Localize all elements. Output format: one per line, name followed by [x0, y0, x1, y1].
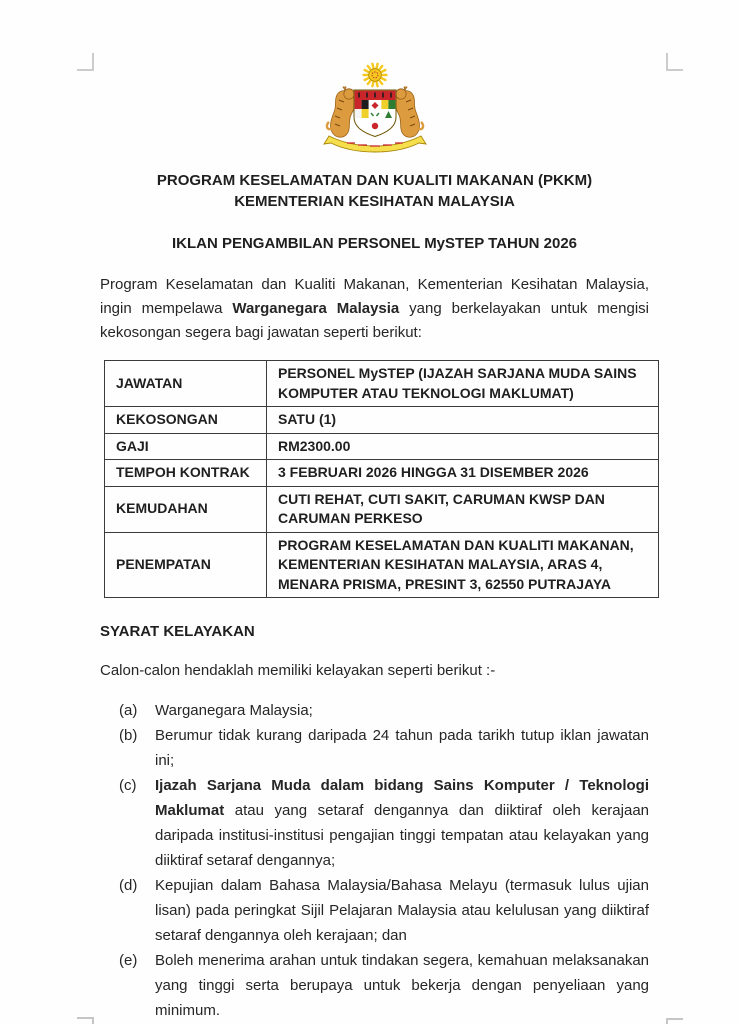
table-value: RM2300.00 — [267, 433, 659, 460]
list-item — [119, 873, 649, 948]
job-details-table — [104, 360, 659, 598]
malaysia-coat-of-arms-icon — [321, 62, 429, 156]
intro-text-post: yang berkelayakan untuk mengisi kekosongan segera bagi jawatan seperti berikut: — [100, 300, 649, 341]
table-row — [105, 532, 659, 598]
document-content — [100, 62, 649, 1023]
intro-paragraph — [100, 273, 649, 345]
requirements-heading: SYARAT KELAYAKAN — [100, 623, 255, 640]
table-row — [105, 486, 659, 532]
corner-mark-top-left — [77, 53, 94, 71]
requirements-intro: Calon-calon hendaklah memiliki kelayakan seperti berikut :- — [100, 662, 496, 679]
advert-title: IKLAN PENGAMBILAN PERSONEL MySTEP TAHUN 2026 — [171, 235, 578, 252]
table-row — [105, 361, 659, 407]
list-item-text: Ijazah Sarjana Muda dalam bidang Sains Komputer / Teknologi Maklumat atau yang setaraf dengannya dan diiktiraf oleh kerajaan daripada institusi-institusi pengajian tinggi tempatan atau kelayakan yang diiktiraf setaraf dengannya; — [155, 777, 649, 869]
list-item-marker: (e) — [119, 952, 138, 969]
table-row — [105, 460, 659, 487]
table-label: JAWATAN — [105, 361, 267, 407]
list-item-text: Berumur tidak kurang daripada 24 tahun pada tarikh tutup iklan jawatan ini; — [155, 727, 649, 769]
org-title-line2: KEMENTERIAN KESIHATAN MALAYSIA — [234, 193, 515, 210]
tiger-right — [393, 87, 423, 137]
list-item-text: Warganegara Malaysia; — [155, 702, 313, 719]
list-item — [119, 948, 649, 1023]
tiger-left — [326, 87, 356, 137]
table-value: SATU (1) — [267, 407, 659, 434]
intro-text-bold: Warganegara Malaysia — [232, 300, 400, 317]
corner-mark-top-right — [666, 53, 683, 71]
corner-mark-bottom-right — [666, 1018, 683, 1024]
table-label: GAJI — [105, 433, 267, 460]
table-label: TEMPOH KONTRAK — [105, 460, 267, 487]
list-item — [119, 773, 649, 873]
table-value: 3 FEBRUARI 2026 HINGGA 31 DISEMBER 2026 — [267, 460, 659, 487]
table-value: CUTI REHAT, CUTI SAKIT, CARUMAN KWSP DAN CARUMAN PERKESO — [267, 486, 659, 532]
table-value: PERSONEL MySTEP (IJAZAH SARJANA MUDA SAINS KOMPUTER ATAU TEKNOLOGI MAKLUMAT) — [267, 361, 659, 407]
list-item-text: Boleh menerima arahan untuk tindakan segera, kemahuan melaksanakan yang tinggi serta berupaya untuk bekerja dengan penyeliaan yang minimum. — [155, 952, 649, 1019]
list-item-marker: (b) — [119, 727, 138, 744]
table-row — [105, 433, 659, 460]
list-item — [119, 698, 649, 723]
list-item-marker: (c) — [119, 777, 137, 794]
motto-banner — [324, 136, 426, 152]
logo-container — [100, 62, 649, 156]
list-item-marker: (a) — [119, 702, 138, 719]
corner-mark-bottom-left — [77, 1017, 94, 1024]
list-item-text: Kepujian dalam Bahasa Malaysia/Bahasa Melayu (termasuk lulus ujian lisan) pada peringkat Sijil Pelajaran Malaysia atau kelulusan yang diiktiraf setaraf dengannya oleh kerajaan; dan — [155, 877, 649, 944]
table-value: PROGRAM KESELAMATAN DAN KUALITI MAKANAN, KEMENTERIAN KESIHATAN MALAYSIA, ARAS 4, MENARA PRISMA, PRESINT 3, 62550 PUTRAJAYA — [267, 532, 659, 598]
table-label: PENEMPATAN — [105, 532, 267, 598]
intro-text-pre: Program Keselamatan dan Kualiti Makanan, Kementerian Kesihatan Malaysia, ingin mempelawa — [100, 276, 649, 317]
org-title-line1: PROGRAM KESELAMATAN DAN KUALITI MAKANAN (PKKM) — [156, 172, 593, 189]
table-label: KEKOSONGAN — [105, 407, 267, 434]
list-item-marker: (d) — [119, 877, 138, 894]
requirements-list — [100, 698, 649, 1023]
table-label: KEMUDAHAN — [105, 486, 267, 532]
list-item — [119, 723, 649, 773]
table-row — [105, 407, 659, 434]
